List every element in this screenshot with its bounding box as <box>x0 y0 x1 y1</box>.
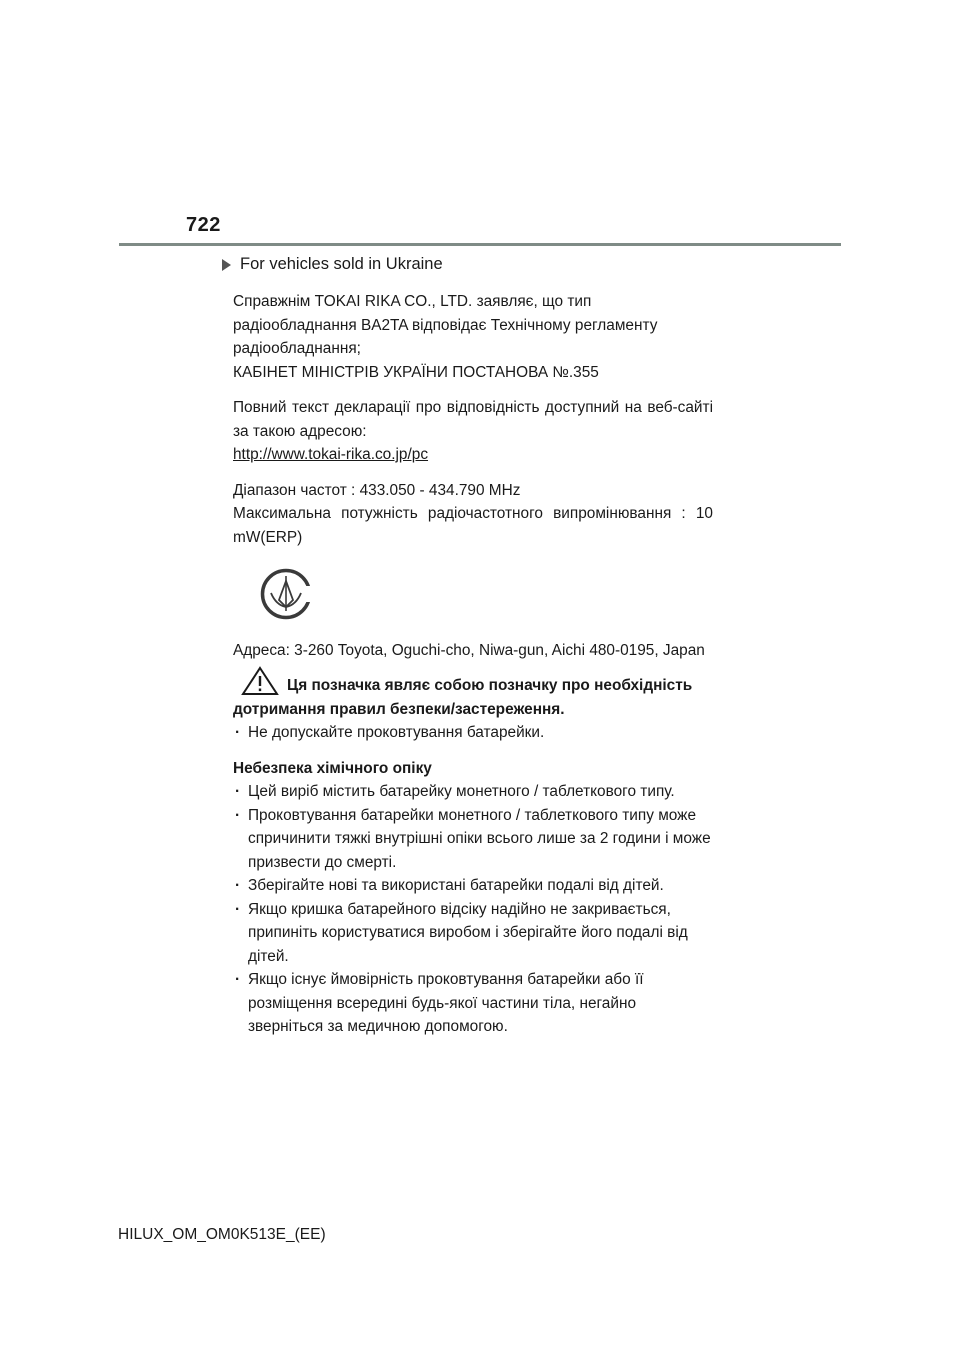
footer-code: HILUX_OM_OM0K513E_(EE) <box>118 1226 326 1243</box>
warning-title <box>233 674 713 698</box>
declaration-line-2: радіообладнання BA2TA відповідає Технічному регламенту <box>233 316 658 334</box>
section-heading <box>222 255 443 274</box>
warning-title-part2: дотримання правил безпеки/застереження. <box>233 700 565 718</box>
declaration-url-link[interactable]: http://www.tokai-rika.co.jp/pc <box>233 446 429 463</box>
warning-triangle-icon <box>241 666 279 696</box>
full-text-intro: Повний текст декларації про відповідність доступний на веб-сайті за такою адресою: <box>233 399 713 440</box>
ukraine-conformity-mark-icon <box>259 567 313 621</box>
list-item: · Не допускайте проковтування батарейки. <box>233 721 713 745</box>
hazard-list <box>233 780 713 1039</box>
warning-title-part1: Ця позначка являє собою позначку про необхідність <box>287 677 693 694</box>
hazard-title: Небезпека хімічного опіку <box>233 759 432 777</box>
max-power: Максимальна потужність радіочастотного випромінювання : 10 mW(ERP) <box>233 505 713 546</box>
content <box>233 290 713 1039</box>
declaration-line-3: радіообладнання; <box>233 340 361 357</box>
header-rule <box>119 243 841 246</box>
triangle-right-icon <box>222 259 231 271</box>
address: Адреса: 3-260 Toyota, Oguchi-cho, Niwa-gun, Aichi 480-0195, Japan <box>233 641 705 659</box>
page-number: 722 <box>186 214 221 236</box>
list-item: · Цей виріб містить батарейку монетного / таблеткового типу. <box>233 780 713 804</box>
section-heading-text: For vehicles sold in Ukraine <box>240 255 443 273</box>
list-item: · Якщо існує ймовірність проковтування батарейки або її розміщення всередині будь-якої частини тіла, негайно зверніться за медичною допомогою. <box>233 968 713 1039</box>
list-item: · Зберігайте нові та використані батарейки подалі від дітей. <box>233 874 713 898</box>
declaration-line-4: КАБІНЕТ МІНІСТРІВ УКРАЇНИ ПОСТАНОВА №.355 <box>233 363 599 381</box>
list-item: · Проковтування батарейки монетного / таблеткового типу може спричинити тяжкі внутрішні опіки всього лише за 2 години і може призвести до смерті. <box>233 804 713 875</box>
list-item: · Якщо кришка батарейного відсіку надійно не закривається, припиніть користуватися виробом і зберігайте його подалі від дітей. <box>233 898 713 969</box>
declaration-line-1: Справжнім TOKAI RIKA CO., LTD. заявляє, що тип <box>233 293 592 310</box>
warning-list <box>233 721 713 745</box>
frequency-range: Діапазон частот : 433.050 - 434.790 MHz <box>233 481 521 499</box>
